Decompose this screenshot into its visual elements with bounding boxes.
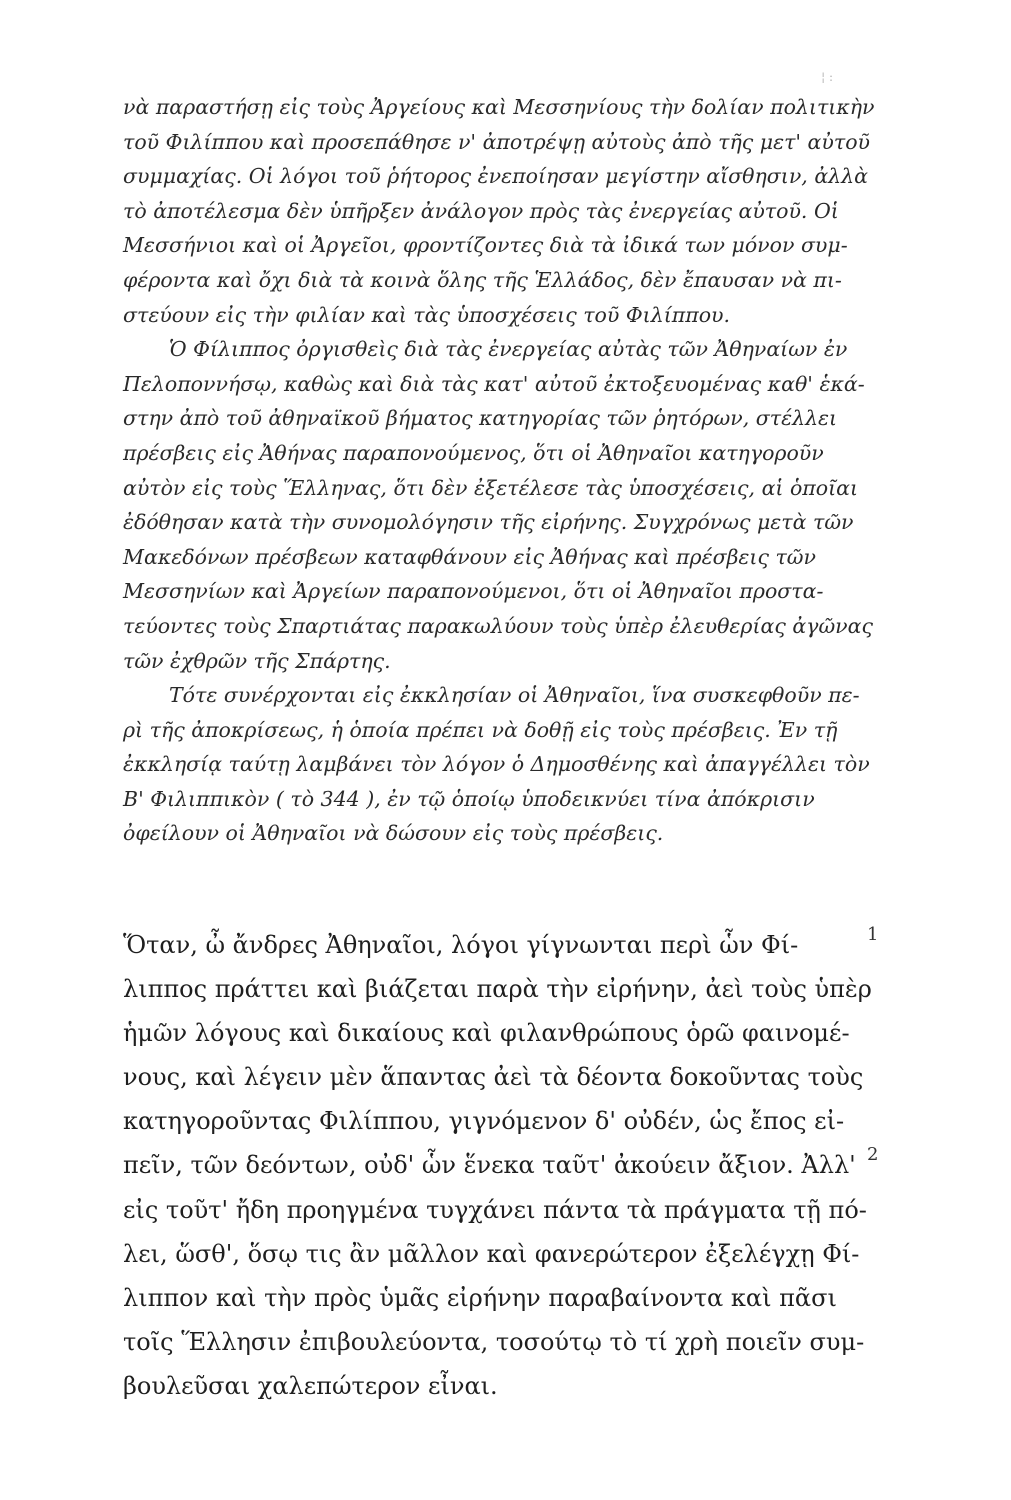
section-number: 1 (867, 924, 879, 945)
text-line: λιππον καὶ τὴν πρὸς ὑμᾶς εἰρήνην παραβαίνοντα καὶ πᾶσι (123, 1283, 837, 1312)
commentary-paragraph (123, 90, 889, 332)
text-line: ρὶ τῆς ἀποκρίσεως, ἡ ὁποία πρέπει νὰ δοθῇ εἰς τοὺς πρέσβεις. Ἐν τῇ (123, 717, 838, 742)
text-line: Πελοποννήσῳ, καθὼς καὶ διὰ τὰς κατ' αὐτοῦ ἐκτοξευομένας καθ' ἑκά- (123, 371, 865, 396)
text-line: ἐδόθησαν κατὰ τὴν συνομολόγησιν τῆς εἰρήνης. Συγχρόνως μετὰ τῶν (123, 510, 854, 535)
text-line: Τότε συνέρχονται εἰς ἐκκλησίαν οἱ Ἀθηναῖοι, ἵνα συσκεφθοῦν πε- (169, 683, 860, 708)
text-line: φέροντα καὶ ὄχι διὰ τὰ κοινὰ ὅλης τῆς Ἑλλάδος, δὲν ἔπαυσαν νὰ πι- (123, 267, 842, 292)
oration-text (123, 923, 889, 1408)
page-corner-mark: ¦ : (821, 70, 833, 84)
text-line: λει, ὥσθ', ὅσῳ τις ἂν μᾶλλον καὶ φανερώτερον ἐξελέγχῃ Φί- (123, 1239, 860, 1268)
text-line: στεύουν εἰς τὴν φιλίαν καὶ τὰς ὑποσχέσεις τοῦ Φιλίππου. (123, 302, 731, 327)
text-line: κατηγοροῦντας Φιλίππου, γιγνόμενον δ' οὐδέν, ὡς ἔπος εἰ- (123, 1107, 845, 1136)
text-line: λιππος πράττει καὶ βιάζεται παρὰ τὴν εἰρήνην, ἀεὶ τοὺς ὑπὲρ (123, 975, 872, 1004)
text-line: πρέσβεις εἰς Ἀθήνας παραπονούμενος, ὅτι οἱ Ἀθηναῖοι κατηγοροῦν (123, 440, 824, 465)
text-line: τὸ ἀποτέλεσμα δὲν ὑπῆρξεν ἀνάλογον πρὸς τὰς ἐνεργείας αὐτοῦ. Οἱ (123, 198, 839, 223)
text-line: αὐτὸν εἰς τοὺς Ἕλληνας, ὅτι δὲν ἐξετέλεσε τὰς ὑποσχέσεις, αἱ ὁποῖαι (123, 475, 859, 500)
text-line: Ὅταν, ὦ ἄνδρες Ἀθηναῖοι, λόγοι γίγνωνται περὶ ὧν Φί- (123, 931, 799, 959)
text-line: ἐκκλησίᾳ ταύτῃ λαμβάνει τὸν λόγον ὁ Δημοσθένης καὶ ἀπαγγέλλει τὸν (123, 752, 870, 777)
text-line: τοῦ Φιλίππου καὶ προσεπάθησε ν' ἀποτρέψῃ αὐτοὺς ἀπὸ τῆς μετ' αὐτοῦ (123, 129, 871, 154)
text-line: Β' Φιλιππικὸν ( τὸ 344 ), ἐν τῷ ὁποίῳ ὑποδεικνύει τίνα ἀπόκρισιν (123, 786, 815, 811)
text-line: βουλεῦσαι χαλεπώτερον εἶναι. (123, 1371, 498, 1400)
text-line: εἰς τοῦτ' ἤδη προηγμένα τυγχάνει πάντα τὰ πράγματα τῇ πό- (123, 1195, 867, 1224)
text-line: Ὁ Φίλιππος ὀργισθεὶς διὰ τὰς ἐνεργείας αὐτὰς τῶν Ἀθηναίων ἐν (169, 337, 848, 362)
text-line: πεῖν, τῶν δεόντων, οὐδ' ὧν ἕνεκα ταῦτ' ἀκούειν ἄξιον. Ἀλλ' (123, 1151, 856, 1180)
text-line: τῶν ἐχθρῶν τῆς Σπάρτης. (123, 648, 391, 673)
commentary-text (123, 90, 889, 851)
text-line: Μεσσηνίων καὶ Ἀργείων παραπονούμενοι, ὅτι οἱ Ἀθηναῖοι προστα- (123, 579, 824, 604)
text-line: στην ἀπὸ τοῦ ἀθηναϊκοῦ βήματος κατηγορίας τῶν ῥητόρων, στέλλει (123, 406, 838, 431)
text-line: συμμαχίας. Οἱ λόγοι τοῦ ῥήτορος ἐνεποίησαν μεγίστην αἴσθησιν, ἀλλὰ (123, 164, 868, 189)
commentary-paragraph (123, 332, 889, 678)
text-line: Μεσσήνιοι καὶ οἱ Ἀργεῖοι, φροντίζοντες διὰ τὰ ἰδικά των μόνον συμ- (123, 233, 848, 258)
text-line: τεύοντες τοὺς Σπαρτιάτας παρακωλύουν τοὺς ὑπὲρ ἐλευθερίας ἀγῶνας (123, 613, 873, 638)
section-number: 2 (867, 1144, 879, 1165)
text-line: νὰ παραστήσῃ εἰς τοὺς Ἀργείους καὶ Μεσσηνίους τὴν δολίαν πολιτικὴν (123, 95, 875, 119)
commentary-paragraph (123, 678, 889, 851)
text-line: ἡμῶν λόγους καὶ δικαίους καὶ φιλανθρώπους ὁρῶ φαινομέ- (123, 1019, 850, 1048)
text-line: νους, καὶ λέγειν μὲν ἅπαντας ἀεὶ τὰ δέοντα δοκοῦντας τοὺς (123, 1063, 864, 1092)
text-line: ὀφείλουν οἱ Ἀθηναῖοι νὰ δώσουν εἰς τοὺς πρέσβεις. (123, 821, 664, 846)
text-line: τοῖς Ἕλλησιν ἐπιβουλεύοντα, τοσούτῳ τὸ τί χρὴ ποιεῖν συμ- (123, 1327, 865, 1356)
text-line: Μακεδόνων πρέσβεων καταφθάνουν εἰς Ἀθήνας καὶ πρέσβεις τῶν (123, 544, 816, 569)
